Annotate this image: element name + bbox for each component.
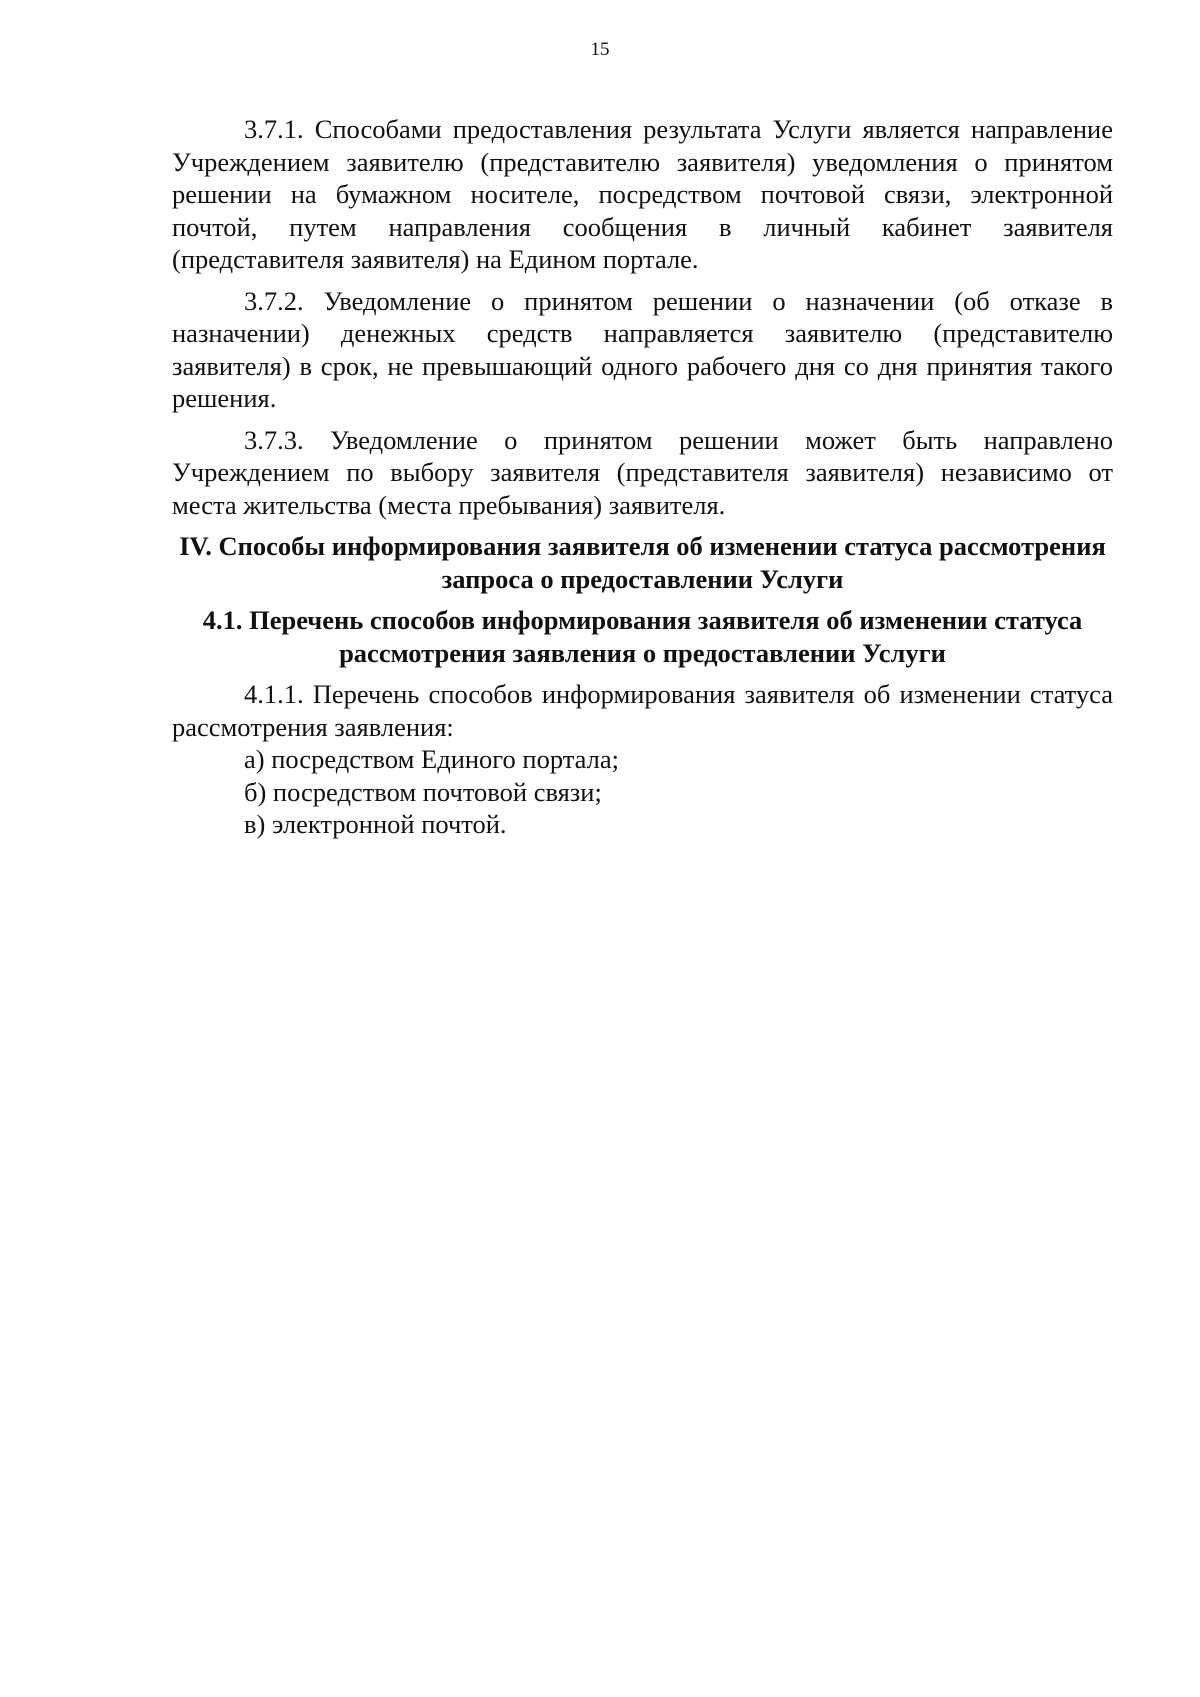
list-item-c: в) электронной почтой. — [244, 809, 507, 839]
list-item-a: а) посредством Единого портала; — [244, 744, 619, 774]
section-4-heading: IV. Способы информирования заявителя об изменении статуса рассмотрения запроса о предоставлении Услуги — [179, 531, 1106, 594]
paragraph-3-7-1: 3.7.1. Способами предоставления результата Услуги является направление Учреждением заявителю (представителю заявителя) уведомления о принятом решении на бумажном носителе, посредством почтовой связи, электронной почтой, путем направления сообщения в личный кабинет заявителя (представителя заявителя) на Едином портале. — [172, 114, 1113, 274]
paragraph-3-7-3: 3.7.3. Уведомление о принятом решении может быть направлено Учреждением по выбору заявителя (представителя заявителя) независимо от места жительства (места пребывания) заявителя. — [172, 424, 1113, 520]
section-4-1-heading: 4.1. Перечень способов информирования заявителя об изменении статуса рассмотрения заявления о предоставлении Услуги — [202, 605, 1083, 668]
paragraph-3-7-2: 3.7.2. Уведомление о принятом решении о назначении (об отказе в назначении) денежных средств направляется заявителю (представителю заявителя) в срок, не превышающий одного рабочего дня со дня принятия такого решения. — [172, 285, 1113, 413]
page-content — [172, 113, 1113, 841]
list-item-b: б) посредством почтовой связи; — [244, 776, 602, 807]
page-number: 15 — [590, 39, 610, 60]
paragraph-4-1-1: 4.1.1. Перечень способов информирования заявителя об изменении статуса рассмотрения заявления: — [172, 679, 1113, 742]
